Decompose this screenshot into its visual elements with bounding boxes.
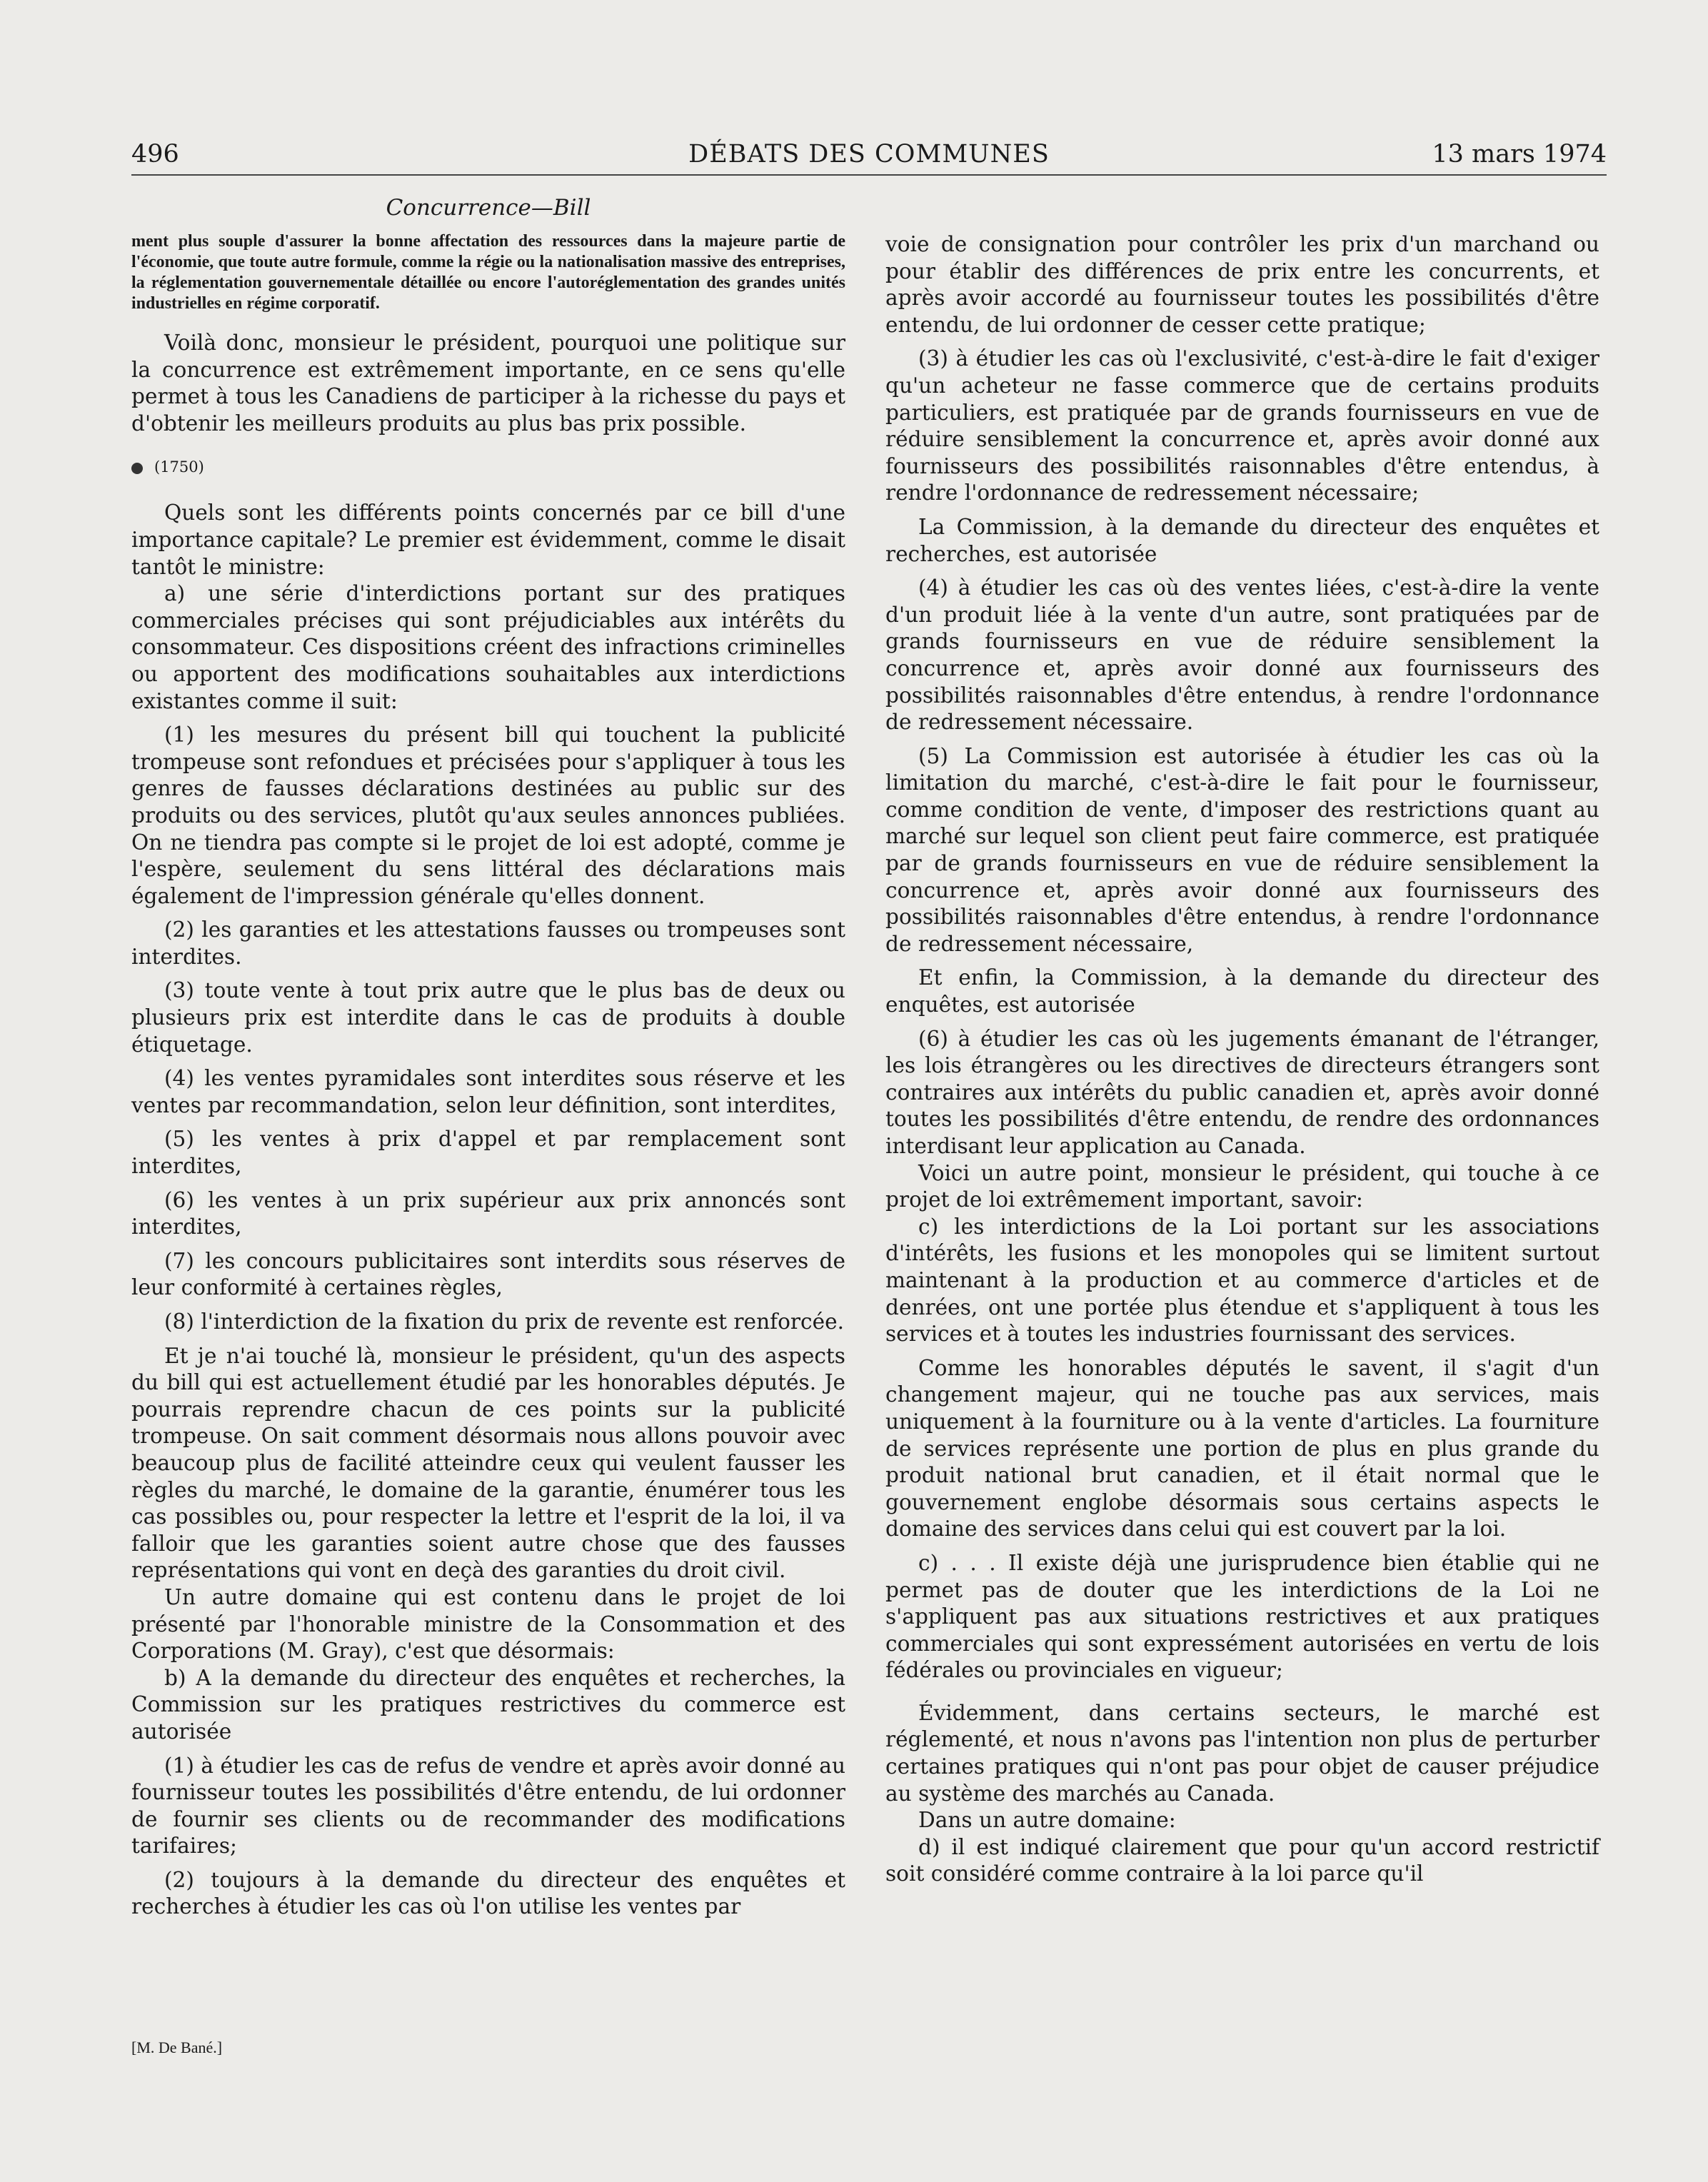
paragraph: Quels sont les différents points concernés par ce bill d'une importance capitale? Le premier est évidemment, comme le disait tantôt le ministre: <box>131 501 845 579</box>
left-column <box>131 231 845 1921</box>
section-subhead: Concurrence—Bill <box>386 195 591 221</box>
running-header <box>131 140 1607 177</box>
paragraph: (4) à étudier les cas où des ventes liées, c'est-à-dire la vente d'un produit liée à la vente d'un autre, sont pratiquées par de grands fournisseurs en vue de réduire sensiblement la concurrence et, après avoir donné aux fournisseurs des possibilités raisonnables d'être entendus, à rendre l'ordonnance de redressement nécessaire. <box>885 575 1599 735</box>
paragraph: Voici un autre point, monsieur le président, qui touche à ce projet de loi extrêmement important, savoir: <box>885 1160 1599 1212</box>
paragraph: b) A la demande du directeur des enquêtes et recherches, la Commission sur les pratiques restrictives du commerce est autorisée <box>131 1665 845 1744</box>
paragraph: Un autre domaine qui est contenu dans le projet de loi présenté par l'honorable ministre de la Consommation et des Corporations (M. Gray), c'est que désormais: <box>131 1584 845 1664</box>
publication-title: DÉBATS DES COMMUNES <box>688 140 1050 169</box>
paragraph: (5) les ventes à prix d'appel et par remplacement sont interdites, <box>131 1127 845 1179</box>
paragraph: Voilà donc, monsieur le président, pourquoi une politique sur la concurrence est extrêmement importante, en ce sens qu'elle permet à tous les Canadiens de participer à la richesse du pays et d'obtenir les meilleurs produits au plus bas prix possible. <box>131 331 845 436</box>
page-number: 496 <box>131 140 179 169</box>
paragraph: ment plus souple d'assurer la bonne affectation des ressources dans la majeure partie de l'économie, que toute autre formule, comme la régie ou la nationalisation massive des entreprises, la réglementation gouvernementale détaillée ou encore l'autoréglementation des grandes unités industrielles en régime corporatif. <box>131 232 845 313</box>
paragraph: c) . . . Il existe déjà une jurisprudence bien établie qui ne permet pas de douter que les interdictions de la Loi ne s'appliquent pas aux situations restrictives et aux pratiques commerciales qui sont expressément autorisées en vertu de lois fédérales ou provinciales en vigueur; <box>885 1550 1599 1683</box>
paragraph: (3) à étudier les cas où l'exclusivité, c'est-à-dire le fait d'exiger qu'un acheteur ne fasse commerce que de certains produits particuliers, est pratiquée par de grands fournisseurs en vue de réduire sensiblement la concurrence et, après avoir donné aux fournisseurs des possibilités raisonnables d'être entendus, à rendre l'ordonnance de redressement nécessaire; <box>885 346 1599 506</box>
paragraph: (6) les ventes à un prix supérieur aux prix annoncés sont interdites, <box>131 1187 845 1240</box>
paragraph: (5) La Commission est autorisée à étudier les cas où la limitation du marché, c'est-à-dire le fait pour le fournisseur, comme condition de vente, d'imposer des restrictions quant au marché sur lequel son client peut faire commerce, est pratiquée par de grands fournisseurs en vue de réduire sensiblement la concurrence et, après avoir donné aux fournisseurs des possibilités raisonnables d'être entendus, à rendre l'ordonnance de redressement nécessaire, <box>885 743 1599 956</box>
paragraph: voie de consignation pour contrôler les prix d'un marchand ou pour établir des différences de prix entre les concurrents, et après avoir accordé au fournisseur toutes les possibilités d'être entendu, de lui ordonner de cesser cette pratique; <box>885 232 1599 337</box>
paragraph: (3) toute vente à tout prix autre que le plus bas de deux ou plusieurs prix est interdite dans le cas de produits à double étiquetage. <box>131 978 845 1057</box>
paragraph: c) les interdictions de la Loi portant sur les associations d'intérêts, les fusions et les monopoles qui se limitent surtout maintenant à la production et au commerce d'articles et de denrées, ont une portée plus étendue et s'appliquent à tous les services et à toutes les industries fournissant des services. <box>885 1214 1599 1347</box>
issue-date: 13 mars 1974 <box>1432 140 1607 169</box>
paragraph: (2) toujours à la demande du directeur des enquêtes et recherches à étudier les cas où l'on utilise les ventes par <box>131 1867 845 1919</box>
bullet-dot-icon <box>131 463 143 474</box>
timestamp-marker <box>131 458 845 476</box>
paragraph: Évidemment, dans certains secteurs, le marché est réglementé, et nous n'avons pas l'intention non plus de perturber certaines pratiques qui n'ont pas pour objet de causer préjudice au système des marchés au Canada. <box>885 1700 1599 1806</box>
paragraph: a) une série d'interdictions portant sur des pratiques commerciales précises qui sont préjudiciables aux intérêts du consommateur. Ces dispositions créent des infractions criminelles ou apportent des modifications souhaitables aux interdictions existantes comme il suit: <box>131 581 845 713</box>
paragraph: Et enfin, la Commission, à la demande du directeur des enquêtes, est autorisée <box>885 965 1599 1017</box>
paragraph: (6) à étudier les cas où les jugements émanant de l'étranger, les lois étrangères ou les directives de directeurs étrangers sont contraires aux intérêts du public canadien et, après avoir donné toutes les possibilités d'être entendu, de rendre des ordonnances interdisant leur application au Canada. <box>885 1026 1599 1158</box>
paragraph: (1) les mesures du présent bill qui touchent la publicité trompeuse sont refondues et précisées pour s'appliquer à tous les genres de fausses déclarations destinées au public sur des produits ou des services, plutôt qu'aux seules annonces publiées. On ne tiendra pas compte si le projet de loi est adopté, comme je l'espère, seulement du sens littéral des déclarations mais également de l'impression générale qu'elles donnent. <box>131 723 845 908</box>
paragraph: Et je n'ai touché là, monsieur le président, qu'un des aspects du bill qui est actuellement étudié par les honorables députés. Je pourrais reprendre chacun de ces points sur la publicité trompeuse. On sait comment désormais nous allons pouvoir avec beaucoup plus de facilité atteindre ceux qui veulent fausser les règles du marché, le domaine de la garantie, énumérer tous les cas possibles ou, pour respecter la lettre et l'esprit de la loi, il va falloir que les garanties soient autre chose que des fausses représentations qui vont en deçà des garanties du droit civil. <box>131 1343 845 1583</box>
paragraph: (4) les ventes pyramidales sont interdites sous réserve et les ventes par recommandation, selon leur définition, sont interdites, <box>131 1066 845 1117</box>
speaker-attribution: [M. De Bané.] <box>131 2038 223 2056</box>
paragraph: d) il est indiqué clairement que pour qu'un accord restrictif soit considéré comme contraire à la loi parce qu'il <box>885 1834 1599 1886</box>
paragraph: (1) à étudier les cas de refus de vendre et après avoir donné au fournisseur toutes les possibilités d'être entendu, de lui ordonner de fournir ses clients ou de recommander des modifications tarifaires; <box>131 1753 845 1859</box>
timestamp: (1750) <box>154 458 204 476</box>
paragraph: Comme les honorables députés le savent, il s'agit d'un changement majeur, qui ne touche pas aux services, mais uniquement à la fourniture ou à la vente d'articles. La fourniture de services représente une portion de plus en plus grande du produit national brut canadien, et il était normal que le gouvernement englobe désormais sous certains aspects le domaine des services dans celui qui est couvert par la loi. <box>885 1355 1599 1542</box>
right-column <box>885 231 1599 1888</box>
paragraph: (8) l'interdiction de la fixation du prix de revente est renforcée. <box>164 1309 845 1334</box>
header-rule <box>131 174 1607 176</box>
paragraph: La Commission, à la demande du directeur des enquêtes et recherches, est autorisée <box>885 514 1599 566</box>
paragraph: Dans un autre domaine: <box>918 1808 1176 1833</box>
paragraph: (2) les garanties et les attestations fausses ou trompeuses sont interdites. <box>131 917 845 969</box>
paragraph: (7) les concours publicitaires sont interdits sous réserves de leur conformité à certaines règles, <box>131 1248 845 1300</box>
